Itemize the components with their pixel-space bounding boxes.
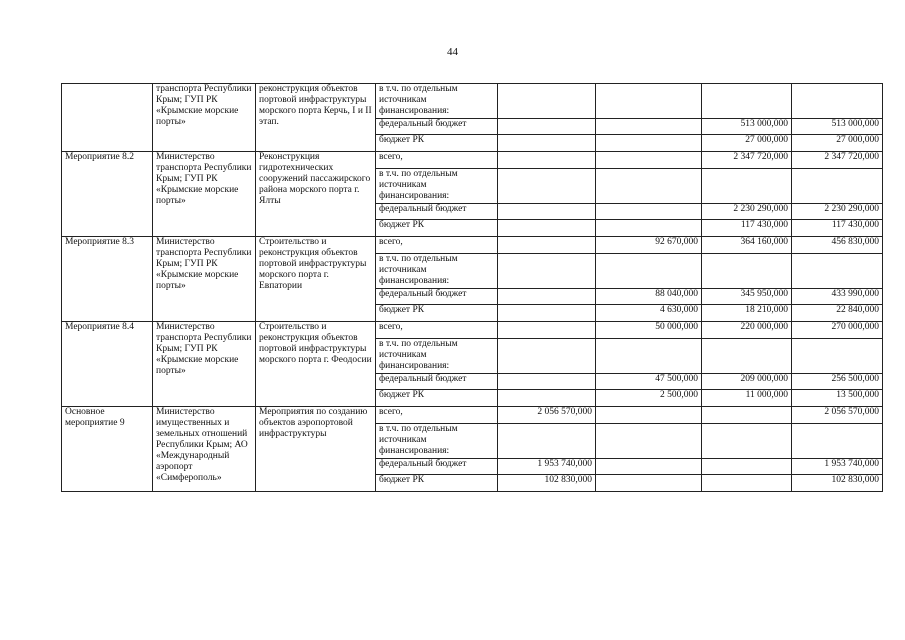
funding-source-cell: бюджет РК	[376, 135, 498, 152]
amount-cell	[498, 305, 596, 322]
table-row	[62, 152, 883, 169]
funding-source-cell: федеральный бюджет	[376, 204, 498, 220]
amount-cell	[702, 84, 792, 119]
amount-cell: 364 160,000	[702, 237, 792, 254]
budget-table	[61, 83, 883, 492]
amount-cell: 513 000,000	[702, 119, 792, 135]
amount-cell	[702, 407, 792, 424]
amount-cell	[792, 254, 883, 289]
table-row	[62, 322, 883, 339]
amount-cell	[702, 254, 792, 289]
amount-cell	[702, 424, 792, 459]
funding-source-cell: всего,	[376, 407, 498, 424]
funding-source-cell: в т.ч. по отдельным источникам финансирования:	[376, 84, 498, 119]
amount-cell	[596, 169, 702, 204]
funding-source-cell: бюджет РК	[376, 390, 498, 407]
amount-cell: 456 830,000	[792, 237, 883, 254]
amount-cell	[596, 119, 702, 135]
amount-cell: 22 840,000	[792, 305, 883, 322]
activity-name-cell	[62, 84, 153, 152]
amount-cell: 209 000,000	[702, 374, 792, 390]
amount-cell	[596, 475, 702, 492]
amount-cell	[498, 220, 596, 237]
amount-cell	[498, 424, 596, 459]
executor-cell: Министерство транспорта Республики Крым; ГУП РК «Крымские морские порты»	[153, 152, 256, 237]
amount-cell: 2 347 720,000	[702, 152, 792, 169]
amount-cell	[792, 339, 883, 374]
page-number: 44	[447, 46, 458, 58]
executor-cell: Министерство транспорта Республики Крым; ГУП РК «Крымские морские порты»	[153, 237, 256, 322]
description-cell: Строительство и реконструкция объектов портовой инфраструктуры морского порта г. Евпатории	[256, 237, 376, 322]
amount-cell	[596, 84, 702, 119]
amount-cell	[596, 135, 702, 152]
table-row	[62, 84, 883, 119]
amount-cell: 2 056 570,000	[498, 407, 596, 424]
activity-name-cell: Основное мероприятие 9	[62, 407, 153, 492]
funding-source-cell: в т.ч. по отдельным источникам финансирования:	[376, 339, 498, 374]
amount-cell	[498, 237, 596, 254]
funding-source-cell: в т.ч. по отдельным источникам финансирования:	[376, 424, 498, 459]
amount-cell: 270 000,000	[792, 322, 883, 339]
funding-source-cell: всего,	[376, 322, 498, 339]
funding-source-cell: всего,	[376, 237, 498, 254]
amount-cell	[498, 289, 596, 305]
budget-table-body	[62, 84, 883, 492]
amount-cell	[498, 119, 596, 135]
amount-cell	[792, 84, 883, 119]
funding-source-cell: бюджет РК	[376, 220, 498, 237]
funding-source-cell: федеральный бюджет	[376, 374, 498, 390]
amount-cell: 345 950,000	[702, 289, 792, 305]
amount-cell	[498, 169, 596, 204]
amount-cell	[702, 459, 792, 475]
amount-cell	[498, 135, 596, 152]
amount-cell	[702, 475, 792, 492]
description-cell: реконструкция объектов портовой инфраструктуры морского порта Керчь, I и II этап.	[256, 84, 376, 152]
amount-cell: 92 670,000	[596, 237, 702, 254]
amount-cell: 256 500,000	[792, 374, 883, 390]
amount-cell: 117 430,000	[792, 220, 883, 237]
amount-cell	[498, 374, 596, 390]
amount-cell	[498, 390, 596, 407]
funding-source-cell: федеральный бюджет	[376, 289, 498, 305]
activity-name-cell: Мероприятие 8.2	[62, 152, 153, 237]
amount-cell	[702, 339, 792, 374]
amount-cell	[596, 220, 702, 237]
amount-cell: 2 500,000	[596, 390, 702, 407]
amount-cell: 27 000,000	[792, 135, 883, 152]
amount-cell: 102 830,000	[498, 475, 596, 492]
amount-cell: 2 347 720,000	[792, 152, 883, 169]
amount-cell: 47 500,000	[596, 374, 702, 390]
executor-cell: Министерство имущественных и земельных отношений Республики Крым; АО «Международный аэропорт «Симферополь»	[153, 407, 256, 492]
amount-cell	[498, 204, 596, 220]
executor-cell: транспорта Республики Крым; ГУП РК «Крымские морские порты»	[153, 84, 256, 152]
amount-cell: 2 056 570,000	[792, 407, 883, 424]
funding-source-cell: бюджет РК	[376, 475, 498, 492]
funding-source-cell: в т.ч. по отдельным источникам финансирования:	[376, 169, 498, 204]
amount-cell: 18 210,000	[702, 305, 792, 322]
amount-cell	[702, 169, 792, 204]
amount-cell	[498, 339, 596, 374]
amount-cell: 27 000,000	[702, 135, 792, 152]
activity-name-cell: Мероприятие 8.4	[62, 322, 153, 407]
amount-cell	[498, 84, 596, 119]
amount-cell: 2 230 290,000	[792, 204, 883, 220]
amount-cell: 117 430,000	[702, 220, 792, 237]
amount-cell: 513 000,000	[792, 119, 883, 135]
amount-cell: 1 953 740,000	[498, 459, 596, 475]
amount-cell: 88 040,000	[596, 289, 702, 305]
amount-cell	[596, 339, 702, 374]
table-row	[62, 237, 883, 254]
amount-cell	[596, 254, 702, 289]
amount-cell: 433 990,000	[792, 289, 883, 305]
funding-source-cell: всего,	[376, 152, 498, 169]
amount-cell: 50 000,000	[596, 322, 702, 339]
amount-cell: 11 000,000	[702, 390, 792, 407]
activity-name-cell: Мероприятие 8.3	[62, 237, 153, 322]
amount-cell: 2 230 290,000	[702, 204, 792, 220]
amount-cell: 4 630,000	[596, 305, 702, 322]
funding-source-cell: в т.ч. по отдельным источникам финансирования:	[376, 254, 498, 289]
amount-cell	[596, 424, 702, 459]
funding-source-cell: федеральный бюджет	[376, 119, 498, 135]
amount-cell	[596, 407, 702, 424]
table-row	[62, 407, 883, 424]
amount-cell	[596, 152, 702, 169]
funding-source-cell: федеральный бюджет	[376, 459, 498, 475]
amount-cell	[498, 152, 596, 169]
amount-cell	[596, 204, 702, 220]
amount-cell: 13 500,000	[792, 390, 883, 407]
amount-cell: 220 000,000	[702, 322, 792, 339]
amount-cell	[792, 424, 883, 459]
amount-cell	[498, 254, 596, 289]
amount-cell: 102 830,000	[792, 475, 883, 492]
amount-cell	[792, 169, 883, 204]
amount-cell: 1 953 740,000	[792, 459, 883, 475]
funding-source-cell: бюджет РК	[376, 305, 498, 322]
amount-cell	[498, 322, 596, 339]
description-cell: Реконструкция гидротехнических сооружений пассажирского района морского порта г. Ялты	[256, 152, 376, 237]
executor-cell: Министерство транспорта Республики Крым; ГУП РК «Крымские морские порты»	[153, 322, 256, 407]
amount-cell	[596, 459, 702, 475]
description-cell: Строительство и реконструкция объектов портовой инфраструктуры морского порта г. Феодосии	[256, 322, 376, 407]
description-cell: Мероприятия по созданию объектов аэропортовой инфраструктуры	[256, 407, 376, 492]
